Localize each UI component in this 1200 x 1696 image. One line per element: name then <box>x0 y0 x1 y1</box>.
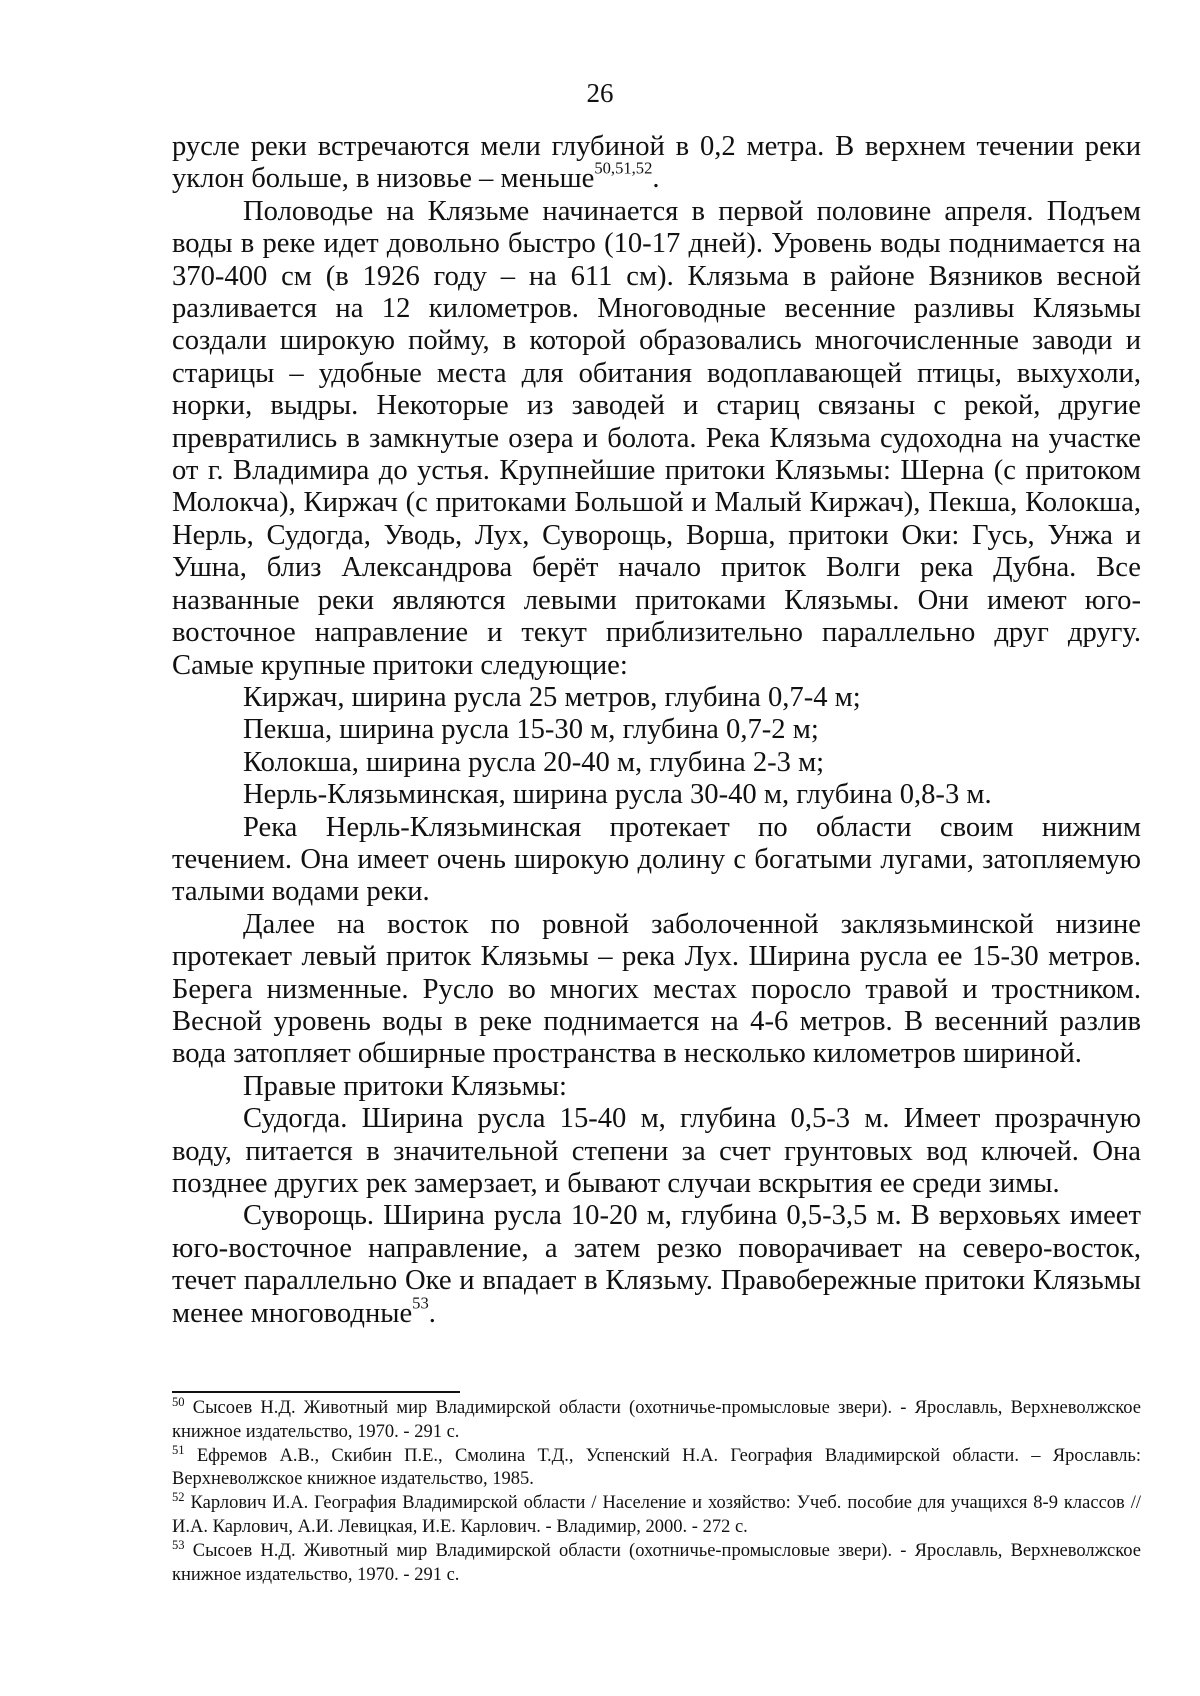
footnote-text: Ефремов А.В., Скибин П.Е., Смолина Т.Д., Успенский Н.А. География Владимирской области. – Ярославль: Верхневолжское книжное издательство, 1985. <box>172 1445 1141 1490</box>
footnote-number: 50 <box>172 1395 185 1410</box>
tributary-list-item: Нерль-Клязьминская, ширина русла 30-40 м, глубина 0,8-3 м. <box>243 779 992 811</box>
footnote-reference[interactable]: 50,51,52 <box>594 159 653 179</box>
paragraph: Судогда. Ширина русла 15-40 м, глубина 0,5-3 м. Имеет прозрачную воду, питается в значительной степени за счет грунтовых вод ключей. Она позднее других рек замерзает, и бывают случаи вскрытия ее среди зимы. <box>172 1103 1141 1199</box>
footnote <box>172 1397 1141 1445</box>
footnote <box>172 1442 1141 1493</box>
footnote-separator <box>172 1391 460 1393</box>
footnote <box>172 1492 1141 1540</box>
paragraph: Река Нерль-Клязьминская протекает по области своим нижним течением. Она имеет очень широкую долину с богатыми лугами, затопляемую талыми водами реки. <box>172 811 1141 908</box>
paragraph-text: Суворощь. Ширина русла 10-20 м, глубина 0,5-3,5 м. В верховьях имеет юго-восточное направление, а затем резко поворачивает на северо-восток, течет параллельно Оке и впадает в Клязьму. Правобережные притоки Клязьмы менее многоводные <box>172 1200 1141 1329</box>
footnote-number: 52 <box>172 1490 185 1505</box>
footnote-text: Сысоев Н.Д. Животный мир Владимирской области (охотничье-промысловые звери). - Ярославль, Верхневолжское книжное издательство, 1970. - 291 с. <box>172 1398 1141 1442</box>
paragraph: Половодье на Клязьме начинается в первой половине апреля. Подъем воды в реке идет довольно быстро (10-17 дней). Уровень воды поднимается на 370-400 см (в 1926 году – на 611 см). Клязьма в районе Вязников весной разливается на 12 километров. Многоводные весенние разливы Клязьмы создали широкую пойму, в которой образовались многочисленные заводи и старицы – удобные места для обитания водоплавающей птицы, выхухоли, норки, выдры. Некоторые из заводей и стариц связаны с рекой, другие превратились в замкнутые озера и болота. Река Клязьма судоходна на участке от г. Владимира до устья. Крупнейшие притоки Клязьмы: Шерна (с притоком Молокча), Киржач (с притоками Большой и Малый Киржач), Пекша, Колокша, Нерль, Судогда, Уводь, Лух, Суворощь, Ворша, притоки Оки: Гусь, Унжа и Ушна, близ Александрова берёт начало приток Волги река Дубна. Все названные реки являются левыми притоками Клязьмы. Они имеют юго-восточное направление и текут приблизительно параллельно друг другу. Самые крупные притоки следующие: <box>172 195 1141 681</box>
paragraph-tail: . <box>652 163 660 195</box>
footnotes <box>172 1397 1141 1587</box>
paragraph: Правые притоки Клязьмы: <box>243 1070 567 1102</box>
footnote-number: 51 <box>172 1442 185 1457</box>
footnote-reference[interactable]: 53 <box>412 1293 429 1313</box>
body-text <box>172 131 1141 1330</box>
page-number: 26 <box>586 78 614 108</box>
tributary-list-item: Колокша, ширина русла 20-40 м, глубина 2-3 м; <box>243 746 825 778</box>
footnote-text: Сысоев Н.Д. Животный мир Владимирской области (охотничье-промысловые звери). - Ярославль, Верхневолжское книжное издательство, 1970. - 291 с. <box>172 1540 1141 1585</box>
footnote-text: Карлович И.А. География Владимирской области / Население и хозяйство: Учеб. пособие для учащихся 8-9 классов // И.А. Карлович, А.И. Левицкая, И.Е. Карлович. - Владимир, 2000. - 272 с. <box>172 1493 1141 1537</box>
footnote <box>172 1537 1141 1588</box>
tributary-list-item: Пекша, ширина русла 15-30 м, глубина 0,7-2 м; <box>243 714 819 746</box>
paragraph <box>172 131 1141 196</box>
paragraph: Далее на восток по ровной заболоченной заклязьминской низине протекает левый приток Клязьмы – река Лух. Ширина русла ее 15-30 метров. Берега низменные. Русло во многих местах поросло травой и тростником. Весной уровень воды в реке поднимается на 4-6 метров. В весенний разлив вода затопляет обширные пространства в несколько километров шириной. <box>172 908 1141 1070</box>
footnote-number: 53 <box>172 1537 185 1552</box>
paragraph-tail: . <box>428 1297 436 1329</box>
paragraph-text: русле реки встречаются мели глубиной в 0,2 метра. В верхнем течении реки уклон больше, в низовье – меньше <box>172 131 1141 195</box>
paragraph <box>172 1200 1141 1330</box>
tributary-list-item: Киржач, ширина русла 25 метров, глубина 0,7-4 м; <box>243 681 861 713</box>
